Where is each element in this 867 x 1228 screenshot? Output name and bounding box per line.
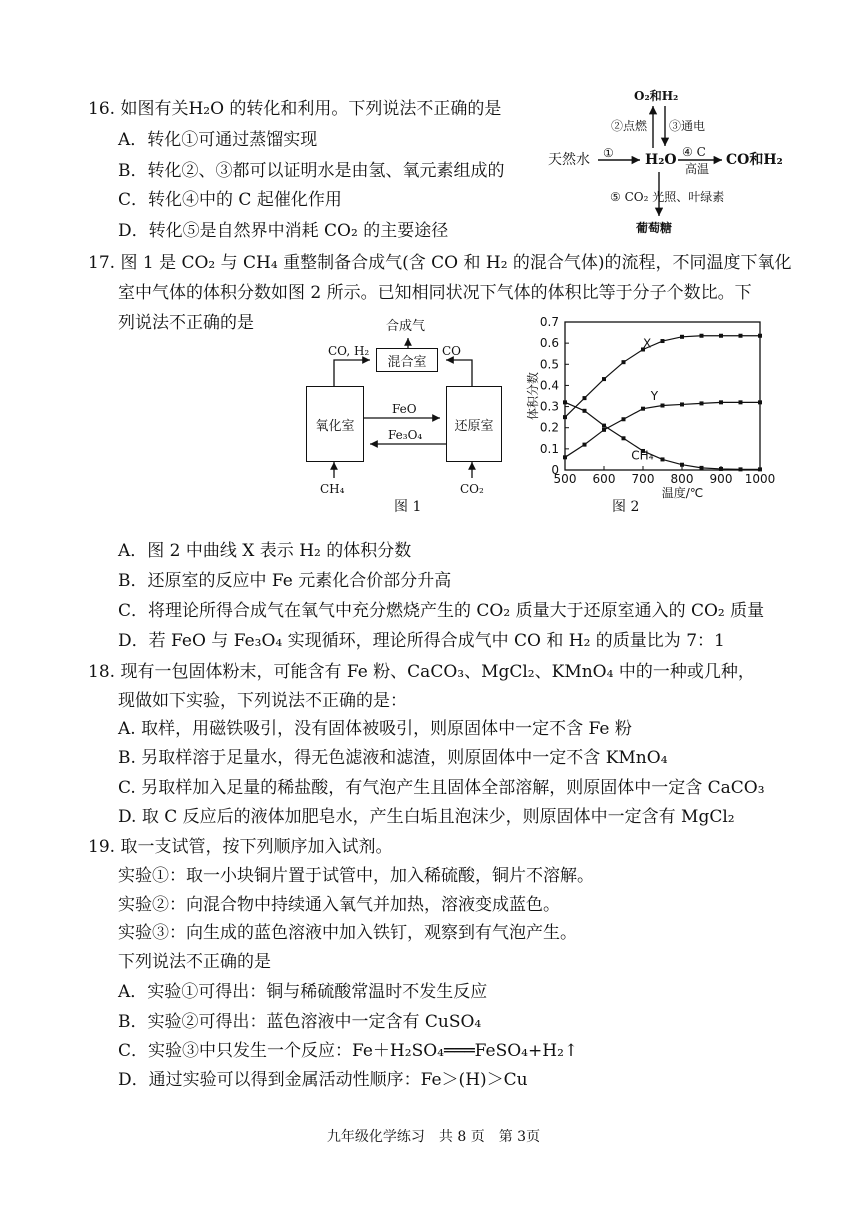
diagram-co-h2: CO和H₂ [726,152,783,168]
q18-stem-line2: 现做如下实验，下列说法不正确的是： [118,691,407,711]
series-point [680,402,684,406]
q19-experiment-2: 实验②：向混合物中持续通入氧气并加热，溶液变成蓝色。 [118,895,560,915]
series-point [583,443,587,447]
fig1-mixing-room-label: 混合室 [387,354,427,370]
y-tick-label: 0.1 [539,441,559,456]
fig1-syngas: 合成气 [386,319,426,334]
series-label: CH₄ [631,448,654,463]
y-tick-label: 0.7 [539,315,559,329]
series-line-2 [565,402,760,457]
q18-option-c: C. 另取样加入足量的稀盐酸，有气泡产生且固体全部溶解，则原固体中一定含 CaCO₃ [118,778,765,798]
fig2-caption: 图 2 [612,499,640,515]
fig2-chart [0,0,867,520]
series-point [602,424,606,428]
q16-option-c: C．转化④中的 C 起催化作用 [118,190,342,210]
x-axis-label: 温度/℃ [661,486,704,500]
q17-stem-line2: 室中气体的体积分数如图 2 所示。已知相同状况下气体的体积比等于分子个数比。下 [118,283,752,303]
q19-experiment-1: 实验①：取一小块铜片置于试管中，加入稀硫酸，铜片不溶解。 [118,866,594,886]
diagram-natural-water: 天然水 [548,152,590,168]
series-point [563,400,567,404]
fig1-co2: CO₂ [460,482,484,496]
series-point [719,400,723,404]
q17-option-c: C．将理论所得合成气在氧气中充分燃烧产生的 CO₂ 质量大于还原室通入的 CO₂ 质量 [118,601,765,621]
series-point [758,400,762,404]
fig1-fe3o4: Fe₃O₄ [388,428,423,442]
series-point [602,377,606,381]
q19-experiment-3: 实验③：向生成的蓝色溶液中加入铁钉，观察到有气泡产生。 [118,923,577,943]
series-point [641,407,645,411]
q19-option-c: C．实验③中只发生一个反应：Fe＋H₂SO₄═══FeSO₄+H₂↑ [118,1041,579,1061]
y-axis-label: 体积分数 [526,371,540,421]
series-point [661,339,665,343]
q19-option-b: B．实验②可得出：蓝色溶液中一定含有 CuSO₄ [118,1012,482,1032]
diagram-glucose: 葡萄糖 [636,221,673,235]
q18-stem-line1: 18. 现有一包固体粉末，可能含有 Fe 粉、CaCO₃、MgCl₂、KMnO₄ 中的一种或几种， [88,662,755,682]
q19-prompt: 下列说法不正确的是 [118,952,271,972]
q16-option-a: A．转化①可通过蒸馏实现 [118,130,318,150]
series-point [700,466,704,470]
series-point [700,334,704,338]
q18-option-d: D. 取 C 反应后的液体加肥皂水，产生白垢且泡沫少，则原固体中一定含有 MgCl₂ [118,807,735,827]
diagram-high-temp: 高温 [685,162,710,176]
fig1-reduction-room-label: 还原室 [454,418,494,434]
series-point [739,334,743,338]
y-tick-label: 0.5 [539,357,559,372]
fig1-oxidation-room-label: 氧化室 [315,418,355,434]
y-tick-label: 0.4 [539,378,559,393]
series-point [700,401,704,405]
fig1-feo: FeO [392,402,417,416]
series-point [739,467,743,471]
series-point [563,455,567,459]
y-tick-label: 0.2 [539,420,559,435]
page-footer: 九年级化学练习 共 8 页 第 3页 [326,1129,541,1145]
fig1-caption: 图 1 [394,499,422,515]
series-point [563,415,567,419]
series-point [622,436,626,440]
x-tick-label: 900 [709,472,733,486]
series-point [622,417,626,421]
series-point [680,335,684,339]
series-point [583,396,587,400]
series-point [661,404,665,408]
series-point [758,334,762,338]
fig1-co-label: CO [442,344,462,358]
y-tick-label: 0.6 [539,336,559,351]
series-point [583,409,587,413]
q17-option-d: D．若 FeO 与 Fe₃O₄ 实现循环，理论所得合成气中 CO 和 H₂ 的质量比为 7：1 [118,631,725,651]
q17-stem-line1: 17. 图 1 是 CO₂ 与 CH₄ 重整制备合成气(含 CO 和 H₂ 的混合气体)的流程，不同温度下氧化 [88,253,792,273]
x-tick-label: 800 [670,472,694,486]
chart-frame [565,322,760,470]
y-tick-label: 0 [551,463,559,477]
y-tick-label: 0.3 [539,399,559,414]
series-point [661,457,665,461]
series-point [719,334,723,338]
q17-stem-line3: 列说法不正确的是 [118,313,254,333]
q18-option-b: B. 另取样溶于足量水，得无色滤液和滤渣，则原固体中一定不含 KMnO₄ [118,748,668,768]
diagram-o2-h2: O₂和H₂ [634,89,679,103]
diagram-h2o: H₂O [645,152,677,168]
series-point [719,467,723,471]
series-point [758,467,762,471]
q17-option-b: B．还原室的反应中 Fe 元素化合价部分升高 [118,571,452,591]
q17-option-a: A．图 2 中曲线 X 表示 H₂ 的体积分数 [118,541,412,561]
x-tick-label: 600 [592,472,616,486]
fig1-co-h2-label: CO, H₂ [328,344,370,358]
diagram-step-2: ②点燃 [611,119,648,133]
q19-option-a: A．实验①可得出：铜与稀硫酸常温时不发生反应 [118,982,488,1002]
series-point [602,428,606,432]
q16-option-d: D．转化⑤是自然界中消耗 CO₂ 的主要途径 [118,221,449,241]
x-tick-label: 700 [631,472,655,486]
diagram-step-1: ① [603,146,614,160]
q19-option-d: D．通过实验可以得到金属活动性顺序：Fe＞(H)＞Cu [118,1070,528,1090]
series-point [739,400,743,404]
diagram-step-3: ③通电 [669,119,706,133]
fig1-ch4: CH₄ [320,482,345,496]
q18-option-a: A. 取样，用磁铁吸引，没有固体被吸引，则原固体中一定不含 Fe 粉 [118,719,632,739]
series-point [680,463,684,467]
series-point [622,360,626,364]
x-tick-label: 1000 [744,472,776,486]
series-label: X [643,336,652,351]
diagram-step-5: ⑤ CO₂ 光照、叶绿素 [610,190,725,204]
x-tick-label: 500 [553,472,577,486]
series-label: Y [650,389,659,404]
q16-option-b: B．转化②、③都可以证明水是由氢、氧元素组成的 [118,161,505,181]
q16-stem: 16. 如图有关H₂O 的转化和利用。下列说法不正确的是 [88,99,502,119]
diagram-step-4: ④ C [682,145,706,159]
q19-stem: 19. 取一支试管，按下列顺序加入试剂。 [88,837,393,857]
